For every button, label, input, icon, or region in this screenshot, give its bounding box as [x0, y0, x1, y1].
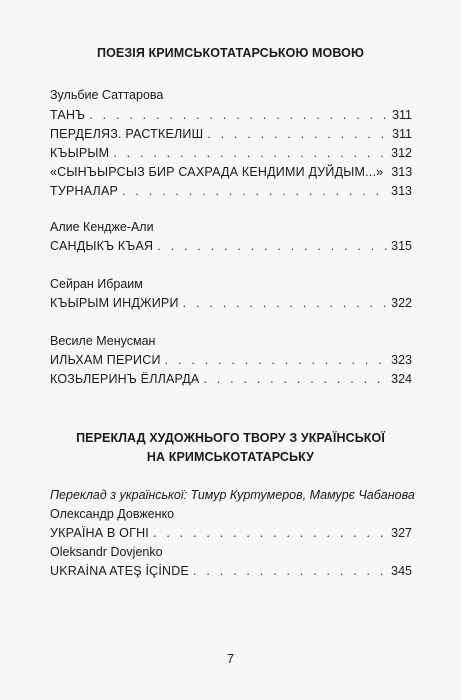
toc-entry[interactable]	[50, 127, 412, 143]
entry-title: КЪЫРЫМ	[50, 146, 110, 160]
author-name: Oleksandr Dovjenko	[50, 545, 163, 559]
author-name: Весиле Менусман	[50, 334, 156, 348]
toc-entry[interactable]	[50, 353, 412, 369]
dot-leader	[203, 372, 387, 386]
entry-page-number: 323	[391, 353, 412, 367]
dot-leader	[165, 353, 387, 367]
entry-title: ИЛЬХАМ ПЕРИСИ	[50, 353, 161, 367]
toc-entry[interactable]	[50, 372, 412, 388]
entry-title: ТАНЪ	[50, 108, 86, 122]
entry-page-number: 311	[392, 108, 412, 122]
toc-entry[interactable]	[50, 184, 412, 200]
entry-title: КОЗЬЛЕРИНЪ ЁЛЛАРДА	[50, 372, 200, 386]
dot-leader	[113, 146, 387, 160]
entry-title: ПЕРДЕЛЯЗ. РАСТКЕЛИШ	[50, 127, 204, 141]
dot-leader	[183, 296, 387, 310]
section-heading-poetry: ПОЕЗІЯ КРИМСЬКОТАТАРСЬКОЮ МОВОЮ	[97, 46, 364, 60]
entry-page-number: 311	[392, 127, 412, 141]
author-name: Алие Кендже-Али	[50, 220, 154, 234]
dot-leader	[122, 184, 387, 198]
entry-title: САНДЫКЪ КЪАЯ	[50, 239, 154, 253]
toc-entry[interactable]	[50, 239, 412, 255]
section-heading-translation-line1: ПЕРЕКЛАД ХУДОЖНЬОГО ТВОРУ З УКРАЇНСЬКОЇ	[76, 431, 385, 445]
entry-title: КЪЫРЫМ ИНДЖИРИ	[50, 296, 179, 310]
author-name: Зульбие Саттарова	[50, 88, 164, 102]
entry-page-number: 313	[391, 165, 413, 179]
entry-title: ТУРНАЛАР	[50, 184, 119, 198]
entry-page-number: 313	[391, 184, 412, 198]
dot-leader	[157, 239, 387, 253]
toc-entry[interactable]	[50, 564, 412, 580]
translators-credit: Переклад з української: Тимур Куртумеров, Мамурє Чабанова	[50, 488, 415, 502]
entry-page-number: 345	[391, 564, 412, 578]
dot-leader	[193, 564, 387, 578]
dot-leader	[153, 526, 387, 540]
entry-page-number: 324	[391, 372, 412, 386]
author-name: Олександр Довженко	[50, 507, 175, 521]
entry-page-number: 327	[391, 526, 412, 540]
toc-entry[interactable]	[50, 165, 412, 181]
page-number: 7	[227, 652, 234, 666]
toc-entry[interactable]	[50, 526, 412, 542]
section-heading-translation-line2: НА КРИМСЬКОТАТАРСЬКУ	[146, 450, 315, 464]
dot-leader	[89, 108, 388, 122]
toc-entry[interactable]	[50, 108, 412, 124]
entry-page-number: 322	[391, 296, 412, 310]
author-name: Сейран Ибраим	[50, 277, 143, 291]
dot-leader	[207, 127, 388, 141]
entry-page-number: 312	[391, 146, 412, 160]
entry-title: UKRAİNA ATEŞ İÇİNDE	[50, 564, 190, 578]
entry-page-number: 315	[391, 239, 412, 253]
entry-title: УКРАЇНА В ОГНІ	[50, 526, 149, 540]
toc-entry[interactable]	[50, 296, 412, 312]
entry-title: «СЫНЪЫРСЫЗ БИР САХРАДА КЕНДИМИ ДУЙДЫМ...»	[50, 165, 384, 179]
toc-entry[interactable]	[50, 146, 412, 162]
